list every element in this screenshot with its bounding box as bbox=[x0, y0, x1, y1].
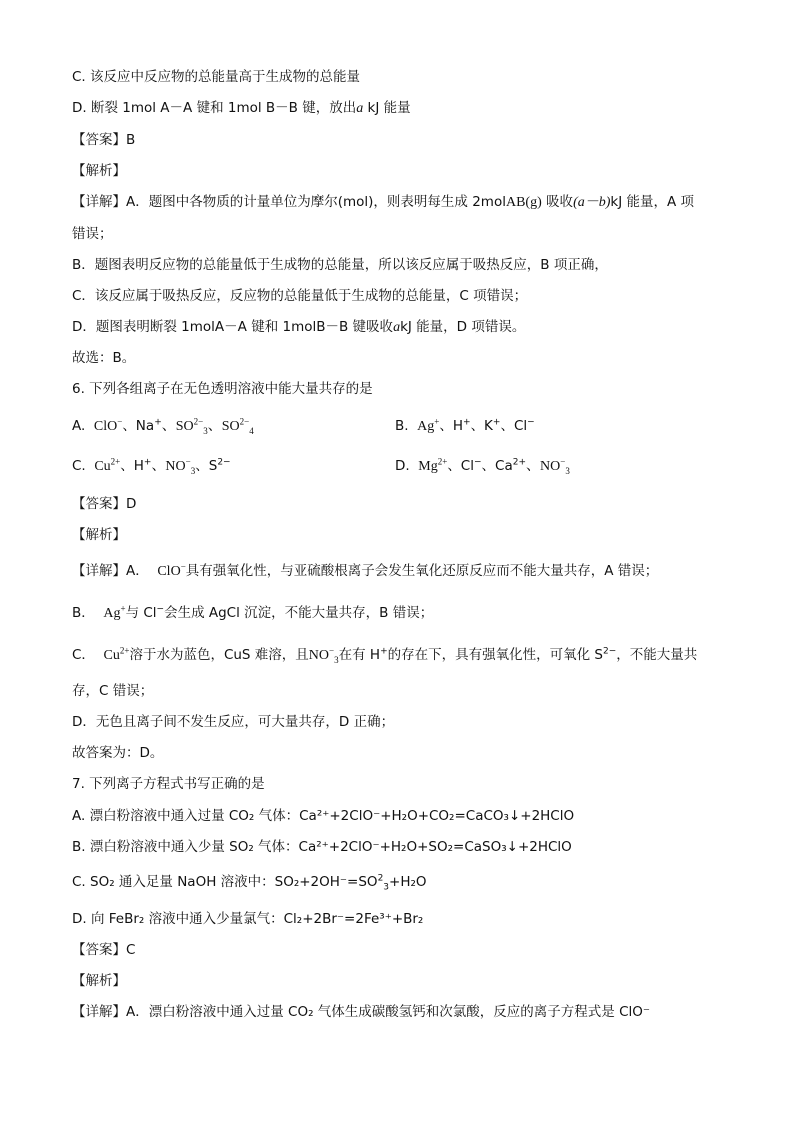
detail-a-cont: 错误； bbox=[72, 226, 113, 242]
analysis-label: 【解析】 bbox=[72, 163, 126, 179]
detail-6a-text: 【详解】A． ClO−具有强氧化性，与亚硫酸根离子会发生氧化还原反应而不能大量共存，A 错误； bbox=[72, 561, 659, 579]
detail-7a-text: 【详解】A．漂白粉溶液中通入过量 CO₂ 气体生成碳酸氢钙和次氯酸，反应的离子方程式是 ClO⁻ bbox=[72, 1004, 651, 1020]
option-c-text: C. 该反应中反应物的总能量高于生成物的总能量 bbox=[72, 69, 361, 85]
analysis-label-6: 【解析】 bbox=[72, 527, 126, 543]
question-7-text: 7. 下列离子方程式书写正确的是 bbox=[72, 776, 265, 792]
q7-option-b: B. 漂白粉溶液中通入少量 SO₂ 气体：Ca²⁺+2ClO⁻+H₂O+SO₂=CaSO₃↓+2HClO bbox=[72, 839, 572, 855]
detail-c-text: C．该反应属于吸热反应，反应物的总能量低于生成物的总能量，C 项错误； bbox=[72, 288, 528, 304]
q7-option-c: C. SO₂ 通入足量 NaOH 溶液中：$SO_2+2OH^-=SO^2_3+H_2O$ bbox=[72, 873, 427, 893]
conclusion-text: 故选：B。 bbox=[72, 350, 136, 366]
detail-6c-cont: 存，C 错误； bbox=[72, 683, 154, 699]
analysis-label-7: 【解析】 bbox=[72, 973, 126, 989]
q7-option-a: A. 漂白粉溶液中通入过量 CO₂ 气体：Ca²⁺+2ClO⁻+H₂O+CO₂=CaCO₃↓+2HClO bbox=[72, 808, 575, 824]
detail-a-text: 【详解】A．题图中各物质的计量单位为摩尔(mol)，则表明每生成 2molAB(g) 吸收(a－b)kJ 能量，A 项 bbox=[72, 194, 695, 210]
q6-option-b: B. Ag+、H+、K+、Cl− bbox=[395, 416, 535, 434]
option-d-text: D. 断裂 1mol A－A 键和 1mol B－B 键，放出a kJ 能量 bbox=[72, 100, 411, 116]
detail-6c-text: C． $Cu^{2+}$溶于水为蓝色，CuS 难溶，且$NO^-_3$在有 H+的存在下，具有强氧化性，可氧化 $S^{2-}$，不能大量共 bbox=[72, 645, 698, 665]
detail-d-text: D．题图表明断裂 1molA－A 键和 1molB－B 键吸收akJ 能量，D 项错误。 bbox=[72, 319, 526, 335]
detail-6d-text: D．无色且离子间不发生反应，可大量共存，D 正确； bbox=[72, 714, 395, 730]
conclusion-6-text: 故答案为：D。 bbox=[72, 745, 164, 761]
detail-6b-text: B． Ag+与 Cl−会生成 AgCl 沉淀，不能大量共存，B 错误； bbox=[72, 603, 434, 621]
q6-option-c: C. $Cu^{2+}$、H+、$NO^-_3$、$S^{2-}$ bbox=[72, 456, 231, 476]
q6-options-ab: A. ClO−、Na+、$SO^{2-}_3$、$SO^{2-}_4$ bbox=[72, 416, 254, 436]
q6-option-d: D. $Mg^{2+}$、Cl−、$Ca^{2+}$、$NO^-_3$ bbox=[395, 456, 570, 476]
question-6-text: 6. 下列各组离子在无色透明溶液中能大量共存的是 bbox=[72, 381, 373, 397]
detail-b-text: B．题图表明反应物的总能量低于生成物的总能量，所以该反应属于吸热反应，B 项正确， bbox=[72, 257, 608, 273]
q7-option-d: D. 向 FeBr₂ 溶液中通入少量氯气：Cl₂+2Br⁻=2Fe³⁺+Br₂ bbox=[72, 911, 424, 927]
answer-label-7: 【答案】C bbox=[72, 942, 136, 958]
answer-label: 【答案】B bbox=[72, 132, 136, 148]
answer-label-6: 【答案】D bbox=[72, 496, 137, 512]
